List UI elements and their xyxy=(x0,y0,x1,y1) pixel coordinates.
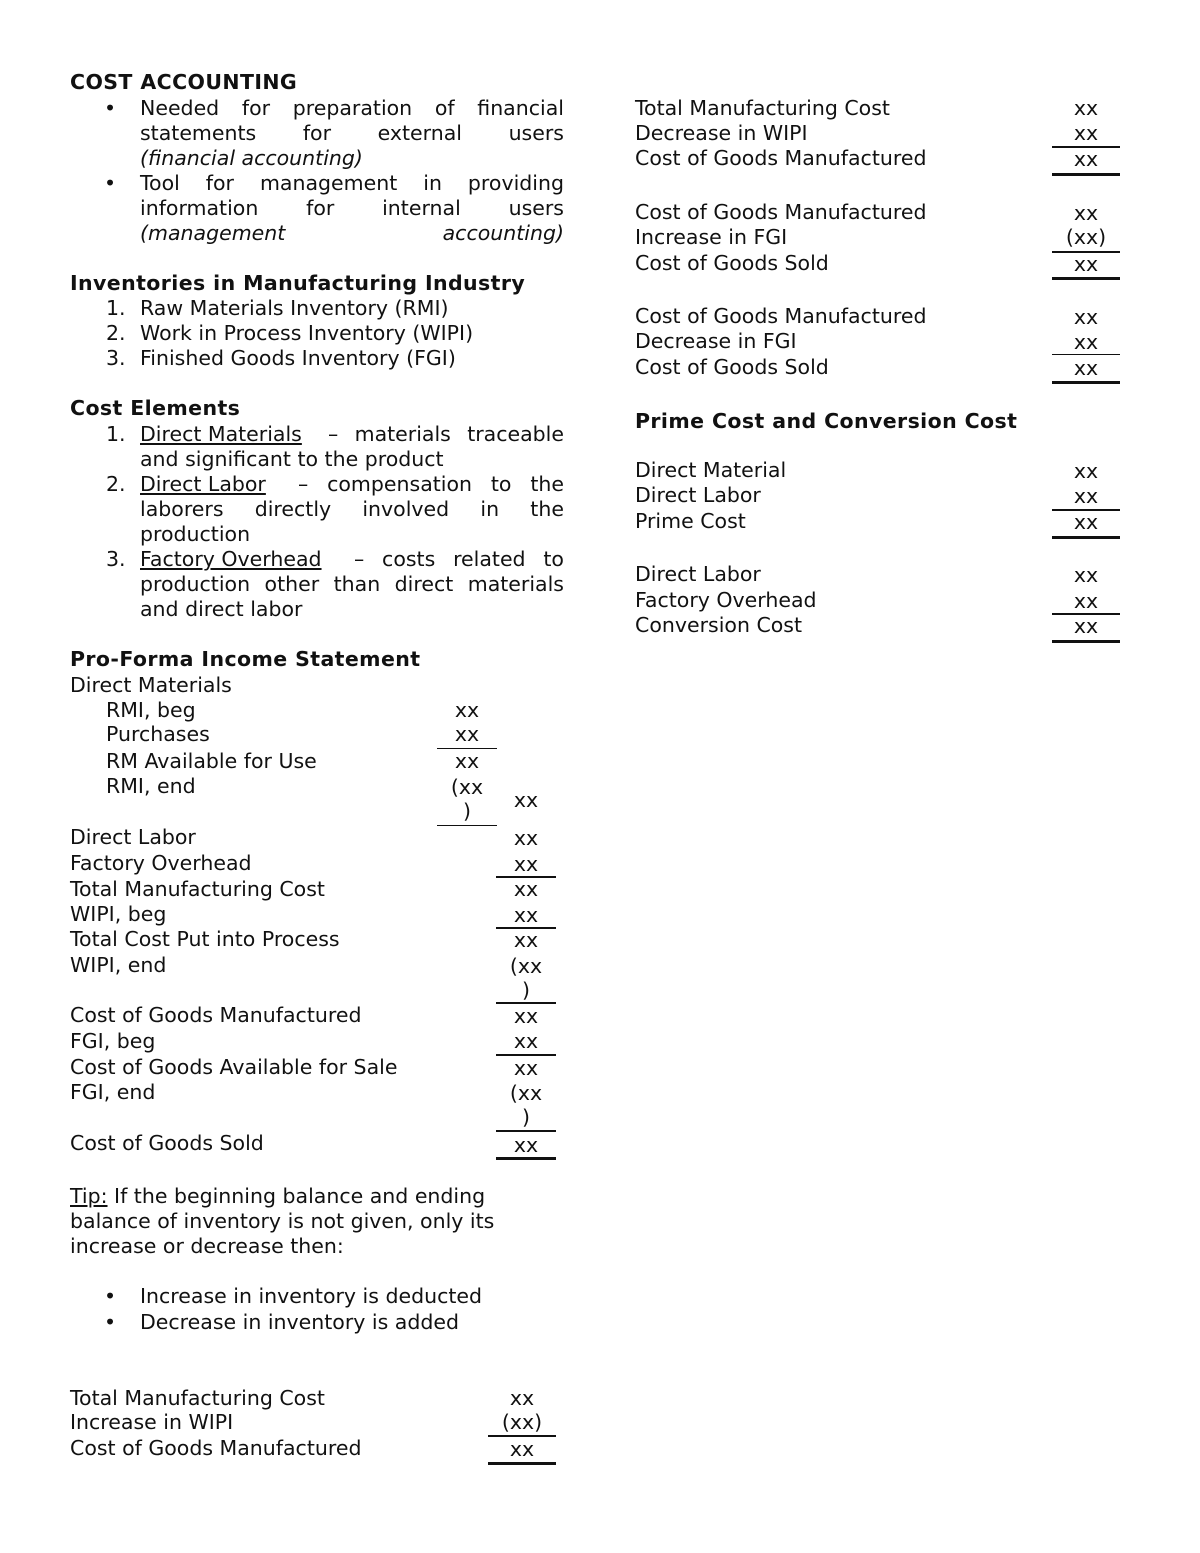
cost-element-desc-line1 xyxy=(354,547,564,573)
word: for xyxy=(306,196,335,220)
word: – xyxy=(354,547,365,571)
word: materials xyxy=(354,422,451,446)
word: management xyxy=(259,171,398,195)
word: to xyxy=(490,472,512,496)
cost-element-desc-line1 xyxy=(328,422,564,448)
row-label: Cost of Goods Manufactured xyxy=(635,304,927,328)
word: Tool xyxy=(140,171,180,195)
prime-conversion-heading: Prime Cost and Conversion Cost xyxy=(635,409,1018,433)
pro-forma-heading: Pro-Forma Income Statement xyxy=(70,647,421,671)
row-value: xx xyxy=(1073,147,1099,171)
double-underline-rule xyxy=(1052,277,1120,280)
row-label: Cost of Goods Manufactured xyxy=(635,200,927,224)
word: users xyxy=(508,196,564,220)
double-underline-rule xyxy=(1052,381,1120,384)
row-value: xx xyxy=(513,852,539,876)
cost-element-desc-line2 xyxy=(140,572,564,598)
list-number: 1. xyxy=(106,296,126,320)
word: information xyxy=(140,196,259,220)
word: financial xyxy=(477,96,564,120)
word: in xyxy=(480,497,500,521)
word: related xyxy=(453,547,526,571)
list-number: 1. xyxy=(106,422,126,446)
row-value-paren: ) xyxy=(522,978,530,1002)
row-label: Cost of Goods Manufactured xyxy=(70,1436,362,1460)
row-value: xx xyxy=(1073,201,1099,225)
word: than xyxy=(333,572,381,596)
row-value: xx xyxy=(1073,330,1099,354)
word: statements xyxy=(140,121,257,145)
row-value: xx xyxy=(1073,484,1099,508)
row-value: (xx) xyxy=(1065,225,1107,249)
word: costs xyxy=(382,547,436,571)
inventories-heading: Inventories in Manufacturing Industry xyxy=(70,271,526,295)
word: in xyxy=(423,171,442,195)
double-underline-rule xyxy=(1052,536,1120,539)
row-value: xx xyxy=(1073,305,1099,329)
row-value: xx xyxy=(509,1386,535,1410)
row-label: Cost of Goods Manufactured xyxy=(70,1003,362,1027)
row-value: xx xyxy=(1073,96,1099,120)
word: compensation xyxy=(327,472,473,496)
row-label: Purchases xyxy=(106,722,210,746)
row-label: Cost of Goods Sold xyxy=(70,1131,264,1155)
row-value: xx xyxy=(1073,459,1099,483)
row-value: xx xyxy=(1073,121,1099,145)
cost-element-term: Direct Materials xyxy=(140,422,302,446)
tip-line2: balance of inventory is not given, only its xyxy=(70,1209,495,1233)
row-label: Cost of Goods Sold xyxy=(635,251,829,275)
tip-bullet: Decrease in inventory is added xyxy=(140,1310,460,1334)
word: preparation xyxy=(292,96,413,120)
word: the xyxy=(530,497,564,521)
word: Needed xyxy=(140,96,220,120)
row-value: xx xyxy=(513,788,539,812)
row-label: RMI, beg xyxy=(106,698,196,722)
cost-element-term: Factory Overhead xyxy=(140,547,322,571)
word: traceable xyxy=(467,422,564,446)
double-underline-rule xyxy=(496,1157,556,1160)
row-value-paren: ) xyxy=(522,1105,530,1129)
row-value: xx xyxy=(513,1056,539,1080)
tip-text: If the beginning balance and ending xyxy=(107,1184,486,1208)
bullet-dot: • xyxy=(104,1310,117,1334)
bullet-dot: • xyxy=(104,1284,117,1308)
row-value: xx xyxy=(1073,614,1099,638)
row-value: (xx xyxy=(509,954,543,978)
word: – xyxy=(298,472,309,496)
bullet2-line1 xyxy=(140,171,564,197)
tip-line1 xyxy=(70,1184,485,1210)
cost-elements-heading: Cost Elements xyxy=(70,396,241,420)
word: the xyxy=(530,472,564,496)
tip-bullet: Increase in inventory is deducted xyxy=(140,1284,483,1308)
row-value: xx xyxy=(513,1133,539,1157)
row-label: Direct Materials xyxy=(70,673,232,697)
word: for xyxy=(241,96,271,120)
row-label: Factory Overhead xyxy=(70,851,252,875)
row-value: xx xyxy=(513,826,539,850)
row-label: Cost of Goods Sold xyxy=(635,355,829,379)
word: direct xyxy=(394,572,454,596)
bullet1-line2 xyxy=(140,121,564,147)
row-value: xx xyxy=(1073,252,1099,276)
word: directly xyxy=(254,497,332,521)
row-label: Direct Material xyxy=(635,458,787,482)
word: internal xyxy=(382,196,461,220)
word: to xyxy=(543,547,564,571)
word: other xyxy=(264,572,320,596)
list-number: 3. xyxy=(106,346,126,370)
row-value: (xx xyxy=(450,775,484,799)
list-item: Raw Materials Inventory (RMI) xyxy=(140,296,449,320)
row-value: xx xyxy=(1073,356,1099,380)
row-label: Increase in FGI xyxy=(635,225,788,249)
row-label: Total Manufacturing Cost xyxy=(70,1386,325,1410)
row-label: Factory Overhead xyxy=(635,588,817,612)
row-label: Total Cost Put into Process xyxy=(70,927,340,951)
cost-element-desc-line2 xyxy=(140,497,564,523)
word: of xyxy=(434,96,455,120)
double-underline-rule xyxy=(1052,640,1120,643)
row-label: FGI, beg xyxy=(70,1029,156,1053)
row-label: RMI, end xyxy=(106,774,196,798)
row-value: xx xyxy=(513,1004,539,1028)
row-label: Decrease in FGI xyxy=(635,329,797,353)
row-label: RM Available for Use xyxy=(106,749,317,773)
word: production xyxy=(140,572,251,596)
cost-element-term: Direct Labor xyxy=(140,472,266,496)
bullet-dot: • xyxy=(104,171,117,195)
row-value: xx xyxy=(513,928,539,952)
bullet1-line1 xyxy=(140,96,564,122)
row-label: Prime Cost xyxy=(635,509,746,533)
row-value: xx xyxy=(454,722,480,746)
double-underline-rule xyxy=(1052,173,1120,176)
word: users xyxy=(508,121,564,145)
list-number: 2. xyxy=(106,472,126,496)
bullet1-line3: (financial accounting) xyxy=(140,146,363,170)
row-label: Total Manufacturing Cost xyxy=(70,877,325,901)
row-value: xx xyxy=(509,1437,535,1461)
word: – xyxy=(328,422,339,446)
cost-element-desc-line2: and significant to the product xyxy=(140,447,444,471)
word: providing xyxy=(467,171,564,195)
row-value: xx xyxy=(1073,510,1099,534)
row-label: Increase in WIPI xyxy=(70,1410,234,1434)
cost-element-desc-line1 xyxy=(298,472,564,498)
word: involved xyxy=(362,497,450,521)
row-label: WIPI, end xyxy=(70,953,167,977)
underline-rule xyxy=(1052,354,1120,355)
tip-line3: increase or decrease then: xyxy=(70,1234,344,1258)
list-item: Work in Process Inventory (WIPI) xyxy=(140,321,474,345)
row-label: WIPI, beg xyxy=(70,902,167,926)
row-value: (xx) xyxy=(501,1410,543,1434)
word: for xyxy=(302,121,332,145)
word: laborers xyxy=(140,497,224,521)
row-value: xx xyxy=(513,877,539,901)
row-value: xx xyxy=(1073,589,1099,613)
bullet2-line3 xyxy=(140,221,564,247)
word: (management xyxy=(140,221,286,245)
row-value-paren: ) xyxy=(463,799,471,823)
row-value: (xx xyxy=(509,1081,543,1105)
row-value: xx xyxy=(513,1029,539,1053)
list-item: Finished Goods Inventory (FGI) xyxy=(140,346,456,370)
bullet2-line2 xyxy=(140,196,564,222)
list-number: 3. xyxy=(106,547,126,571)
row-label: Total Manufacturing Cost xyxy=(635,96,890,120)
row-value: xx xyxy=(513,903,539,927)
row-value: xx xyxy=(454,698,480,722)
row-label: Cost of Goods Manufactured xyxy=(635,146,927,170)
row-value: xx xyxy=(1073,563,1099,587)
bullet-dot: • xyxy=(104,96,117,120)
row-label: Decrease in WIPI xyxy=(635,121,808,145)
row-value: xx xyxy=(454,749,480,773)
cost-accounting-heading: COST ACCOUNTING xyxy=(70,70,298,94)
row-label: Direct Labor xyxy=(635,483,761,507)
underline-rule xyxy=(496,1130,556,1132)
list-number: 2. xyxy=(106,321,126,345)
word: accounting) xyxy=(442,221,564,245)
row-label: Cost of Goods Available for Sale xyxy=(70,1055,398,1079)
word: materials xyxy=(467,572,564,596)
row-label: Direct Labor xyxy=(635,562,761,586)
double-underline-rule xyxy=(488,1462,556,1465)
row-label: Direct Labor xyxy=(70,825,196,849)
row-label: Conversion Cost xyxy=(635,613,803,637)
cost-element-desc-line3: and direct labor xyxy=(140,597,303,621)
row-label: FGI, end xyxy=(70,1080,156,1104)
underline-rule xyxy=(437,825,497,826)
tip-label: Tip: xyxy=(70,1184,108,1208)
cost-element-desc-line3: production xyxy=(140,522,251,546)
word: for xyxy=(205,171,234,195)
word: external xyxy=(377,121,462,145)
